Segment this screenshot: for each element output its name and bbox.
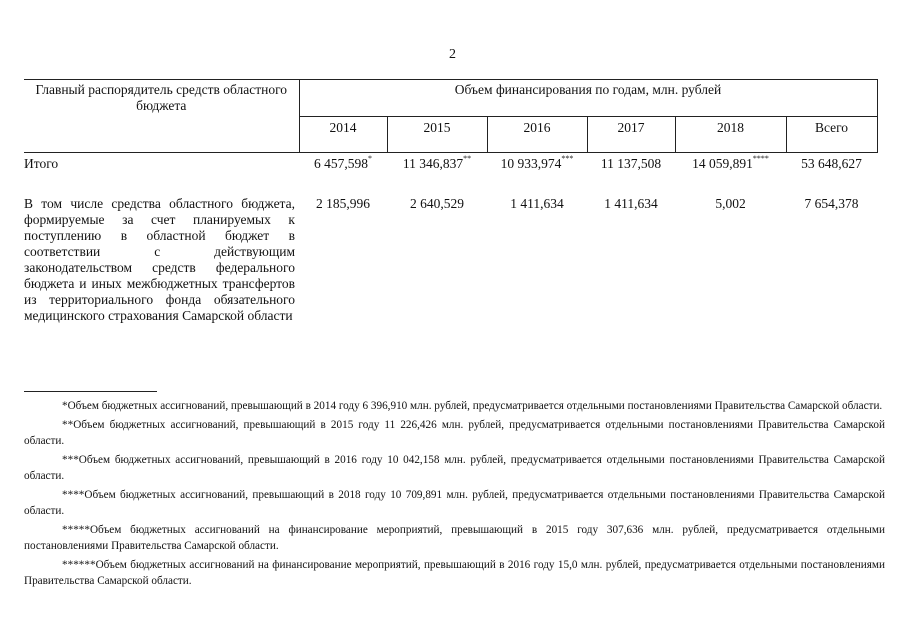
cell-total-2014: 6 457,598*	[314, 154, 372, 171]
cell-including-2015: 2 640,529	[410, 196, 464, 211]
footnote-mark: ****	[752, 154, 769, 163]
header-year-2017: 2017	[587, 117, 675, 153]
footnote-mark: **	[463, 154, 472, 163]
header-year-2015: 2015	[387, 117, 487, 153]
footnote-4: ****Объем бюджетных ассигнований, превышающий в 2018 году 10 709,891 млн. рублей, предусматривается отдельными постановлениями Правительства Самарской области.	[24, 489, 885, 517]
cell-total-2016: 10 933,974***	[500, 154, 574, 171]
cell-total-all: 53 648,627	[801, 156, 862, 171]
header-main-distributor: Главный распорядитель средств областного бюджета	[24, 80, 299, 153]
cell-total-2015: 11 346,837**	[402, 154, 472, 171]
table-row-including	[24, 196, 877, 324]
row-label-including: В том числе средства областного бюджета, формируемые за счет планируемых к поступлению в областной бюджет в соответствии с действующим законодательством средств федерального бюджета и иных межбюджетных трансфертов из территориального фонда обязательного медицинского страхования Самарской области	[24, 196, 295, 323]
header-year-2014: 2014	[299, 117, 387, 153]
table-row-total	[24, 153, 877, 197]
footnote-5: *****Объем бюджетных ассигнований на финансирование мероприятий, превышающий в 2015 году 307,636 млн. рублей, предусматривается отдельными постановлениями Правительства Самарской области.	[24, 524, 885, 552]
footnote-mark: *	[368, 154, 372, 163]
footnote-3: ***Объем бюджетных ассигнований, превышающий в 2016 году 10 042,158 млн. рублей, предусматривается отдельными постановлениями Правительства Самарской области.	[24, 454, 885, 482]
cell-including-2017: 1 411,634	[604, 196, 658, 211]
cell-total-2017: 11 137,508	[600, 156, 662, 171]
footnote-2: **Объем бюджетных ассигнований, превышающий в 2015 году 11 226,426 млн. рублей, предусматривается отдельными постановлениями Правительства Самарской области.	[24, 419, 885, 447]
row-label-total: Итого	[24, 156, 59, 171]
header-year-2016: 2016	[487, 117, 587, 153]
footnote-6: ******Объем бюджетных ассигнований на финансирование мероприятий, превышающий в 2016 году 15,0 млн. рублей, предусматривается отдельными постановлениями Правительства Самарской области.	[24, 559, 885, 587]
footnotes	[24, 398, 885, 592]
footnote-1: *Объем бюджетных ассигнований, превышающий в 2014 году 6 396,910 млн. рублей, предусматривается отдельными постановлениями Правительства Самарской области.	[62, 400, 883, 412]
cell-including-2018: 5,002	[715, 196, 746, 211]
header-year-2018: 2018	[675, 117, 786, 153]
cell-including-2016: 1 411,634	[510, 196, 564, 211]
financing-table	[24, 79, 878, 324]
header-total: Всего	[786, 117, 877, 153]
header-financing-by-years: Объем финансирования по годам, млн. рублей	[299, 80, 877, 117]
cell-including-all: 7 654,378	[804, 196, 859, 211]
footnote-mark: ***	[561, 154, 574, 163]
cell-including-2014: 2 185,996	[316, 196, 370, 211]
cell-total-2018: 14 059,891****	[692, 154, 769, 171]
footnote-divider	[24, 391, 157, 392]
page-number: 2	[449, 47, 456, 62]
